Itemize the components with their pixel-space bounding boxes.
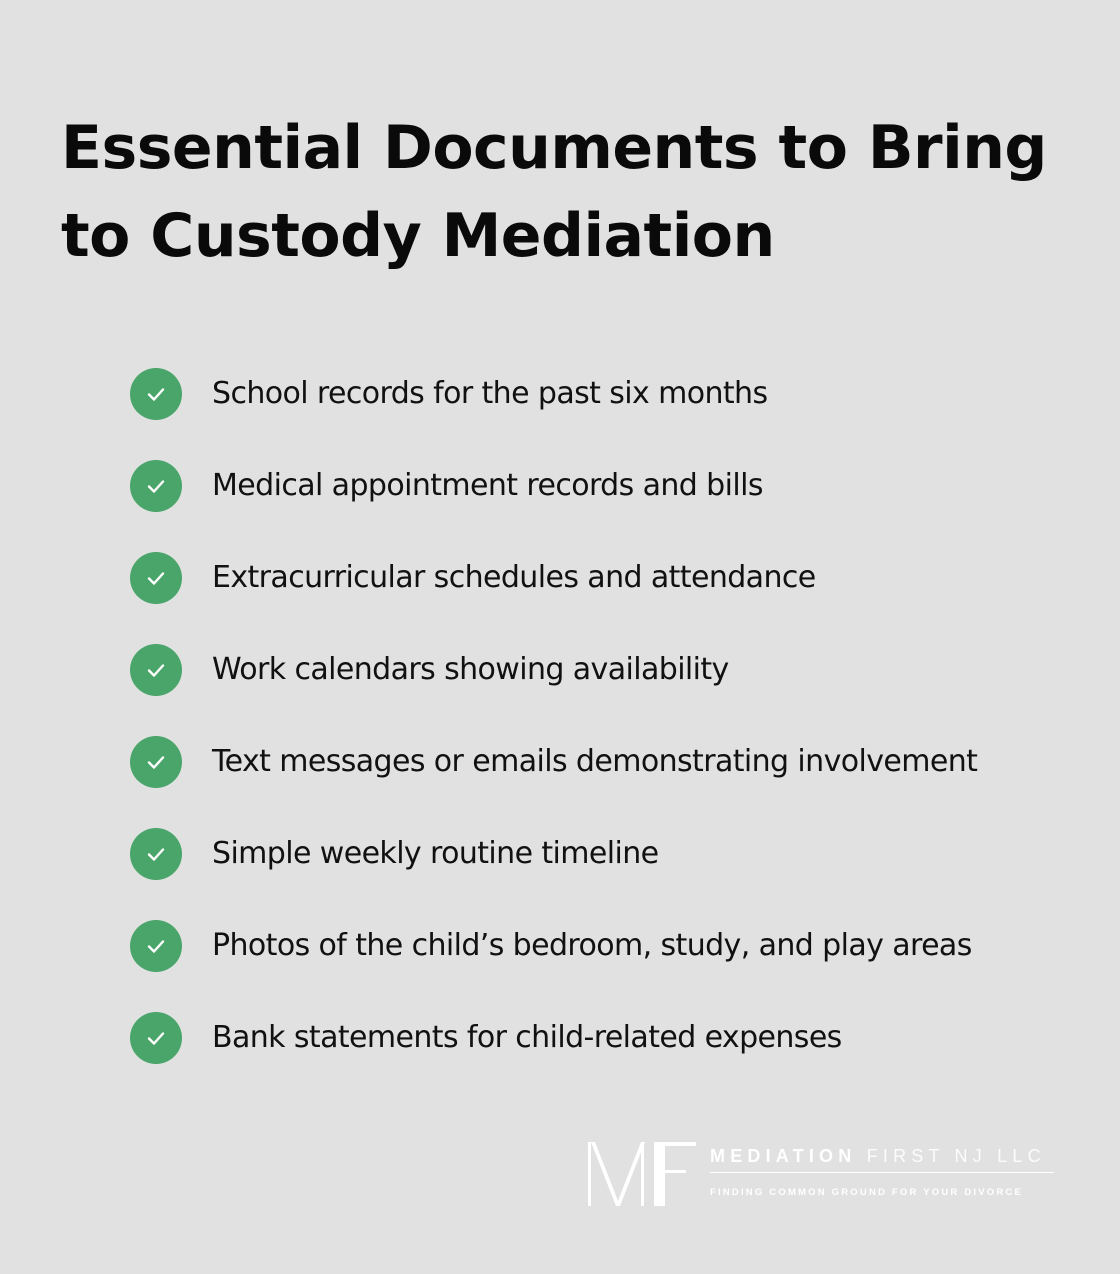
- check-circle-icon: [130, 1012, 182, 1064]
- logo-tagline: FINDING COMMON GROUND FOR YOUR DIVORCE: [710, 1187, 1024, 1198]
- list-item: [130, 920, 977, 972]
- logo-name-bold: MEDIATION: [710, 1146, 857, 1166]
- list-item-label: Work calendars showing availability: [212, 652, 729, 687]
- logo-divider: [710, 1172, 1054, 1173]
- company-logo: [586, 1140, 1056, 1208]
- list-item-label: Text messages or emails demonstrating involvement: [212, 744, 978, 779]
- list-item-label: Simple weekly routine timeline: [212, 836, 659, 871]
- list-item-label: Photos of the child’s bedroom, study, and play areas: [212, 928, 972, 963]
- check-circle-icon: [130, 368, 182, 420]
- list-item: [130, 736, 977, 788]
- check-circle-icon: [130, 828, 182, 880]
- logo-name-light: FIRST NJ LLC: [866, 1146, 1046, 1166]
- list-item: [130, 644, 977, 696]
- list-item: [130, 1012, 977, 1064]
- list-item-label: School records for the past six months: [212, 376, 768, 411]
- document-checklist: [130, 368, 977, 1104]
- list-item: [130, 828, 977, 880]
- check-circle-icon: [130, 644, 182, 696]
- check-circle-icon: [130, 736, 182, 788]
- mf-monogram-icon: [586, 1140, 698, 1206]
- list-item-label: Bank statements for child-related expenses: [212, 1020, 842, 1055]
- check-circle-icon: [130, 552, 182, 604]
- logo-wordmark: [710, 1146, 1046, 1167]
- list-item: [130, 368, 977, 420]
- list-item-label: Medical appointment records and bills: [212, 468, 763, 503]
- page-title: Essential Documents to Bring to Custody Mediation: [61, 113, 1047, 271]
- list-item: [130, 552, 977, 604]
- list-item-label: Extracurricular schedules and attendance: [212, 560, 816, 595]
- check-circle-icon: [130, 460, 182, 512]
- list-item: [130, 460, 977, 512]
- check-circle-icon: [130, 920, 182, 972]
